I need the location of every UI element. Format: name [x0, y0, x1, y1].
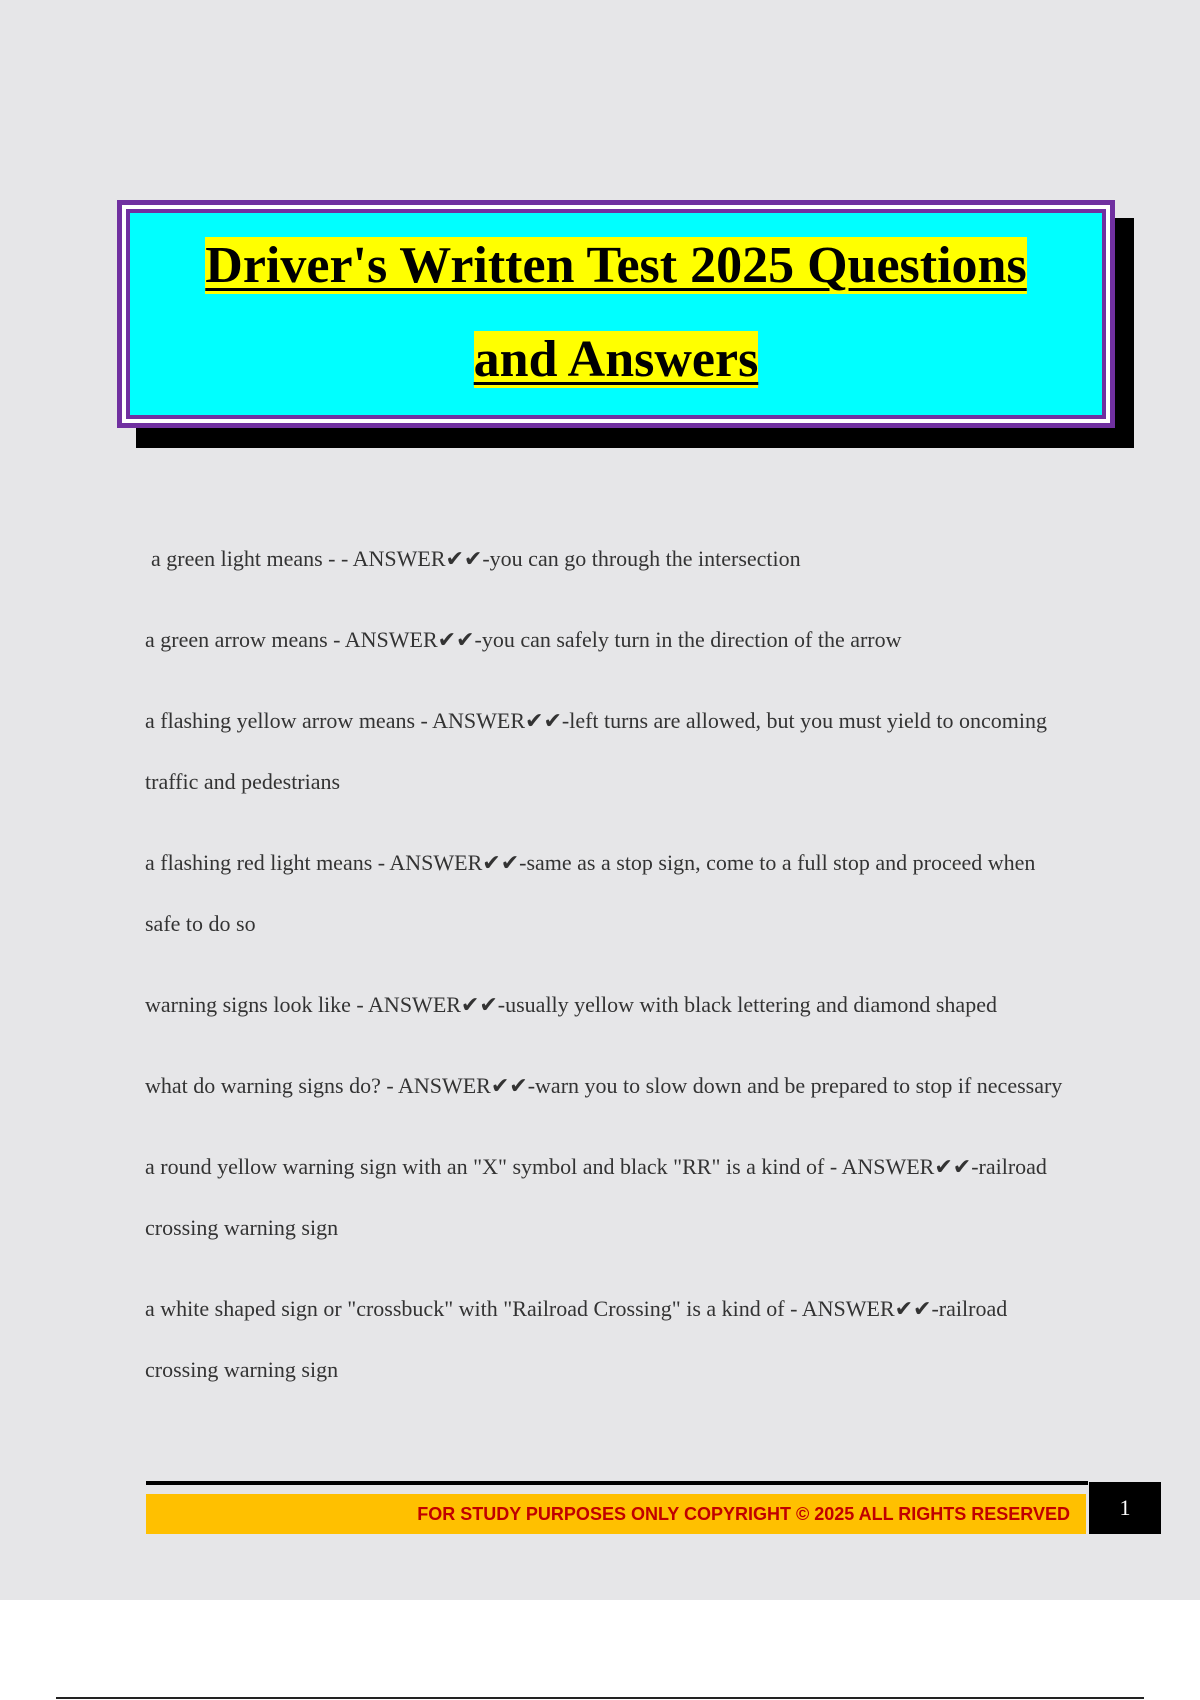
qa-item: a flashing red light means - ANSWER✔✔-same as a stop sign, come to a full stop and proceed when safe to do so	[145, 850, 1036, 936]
qa-list	[145, 528, 1075, 1420]
qa-item: what do warning signs do? - ANSWER✔✔-warn you to slow down and be prepared to stop if necessary	[145, 1073, 1063, 1098]
page-number: 1	[1089, 1482, 1161, 1534]
footer-bar	[146, 1494, 1086, 1534]
title-box-inner	[126, 209, 1106, 419]
qa-item: warning signs look like - ANSWER✔✔-usually yellow with black lettering and diamond shaped	[145, 992, 997, 1017]
qa-item: a green arrow means - ANSWER✔✔-you can safely turn in the direction of the arrow	[145, 627, 902, 652]
document-title	[166, 219, 1066, 407]
title-line-2: and Answers	[473, 331, 759, 388]
title-line-1: Driver's Written Test 2025 Questions	[205, 237, 1027, 294]
qa-item: a flashing yellow arrow means - ANSWER✔✔-left turns are allowed, but you must yield to oncoming traffic and pedestrians	[145, 708, 1048, 794]
qa-item: a green light means - - ANSWER✔✔-you can go through the intersection	[151, 546, 801, 571]
next-page-edge-rule	[56, 1697, 1144, 1699]
title-box	[117, 200, 1115, 428]
footer-copyright: FOR STUDY PURPOSES ONLY COPYRIGHT © 2025 ALL RIGHTS RESERVED	[417, 1503, 1070, 1524]
qa-item: a round yellow warning sign with an "X" symbol and black "RR" is a kind of - ANSWER✔✔-railroad crossing warning sign	[145, 1154, 1047, 1240]
qa-item: a white shaped sign or "crossbuck" with "Railroad Crossing" is a kind of - ANSWER✔✔-railroad crossing warning sign	[145, 1296, 1008, 1382]
footer-divider	[146, 1481, 1088, 1485]
